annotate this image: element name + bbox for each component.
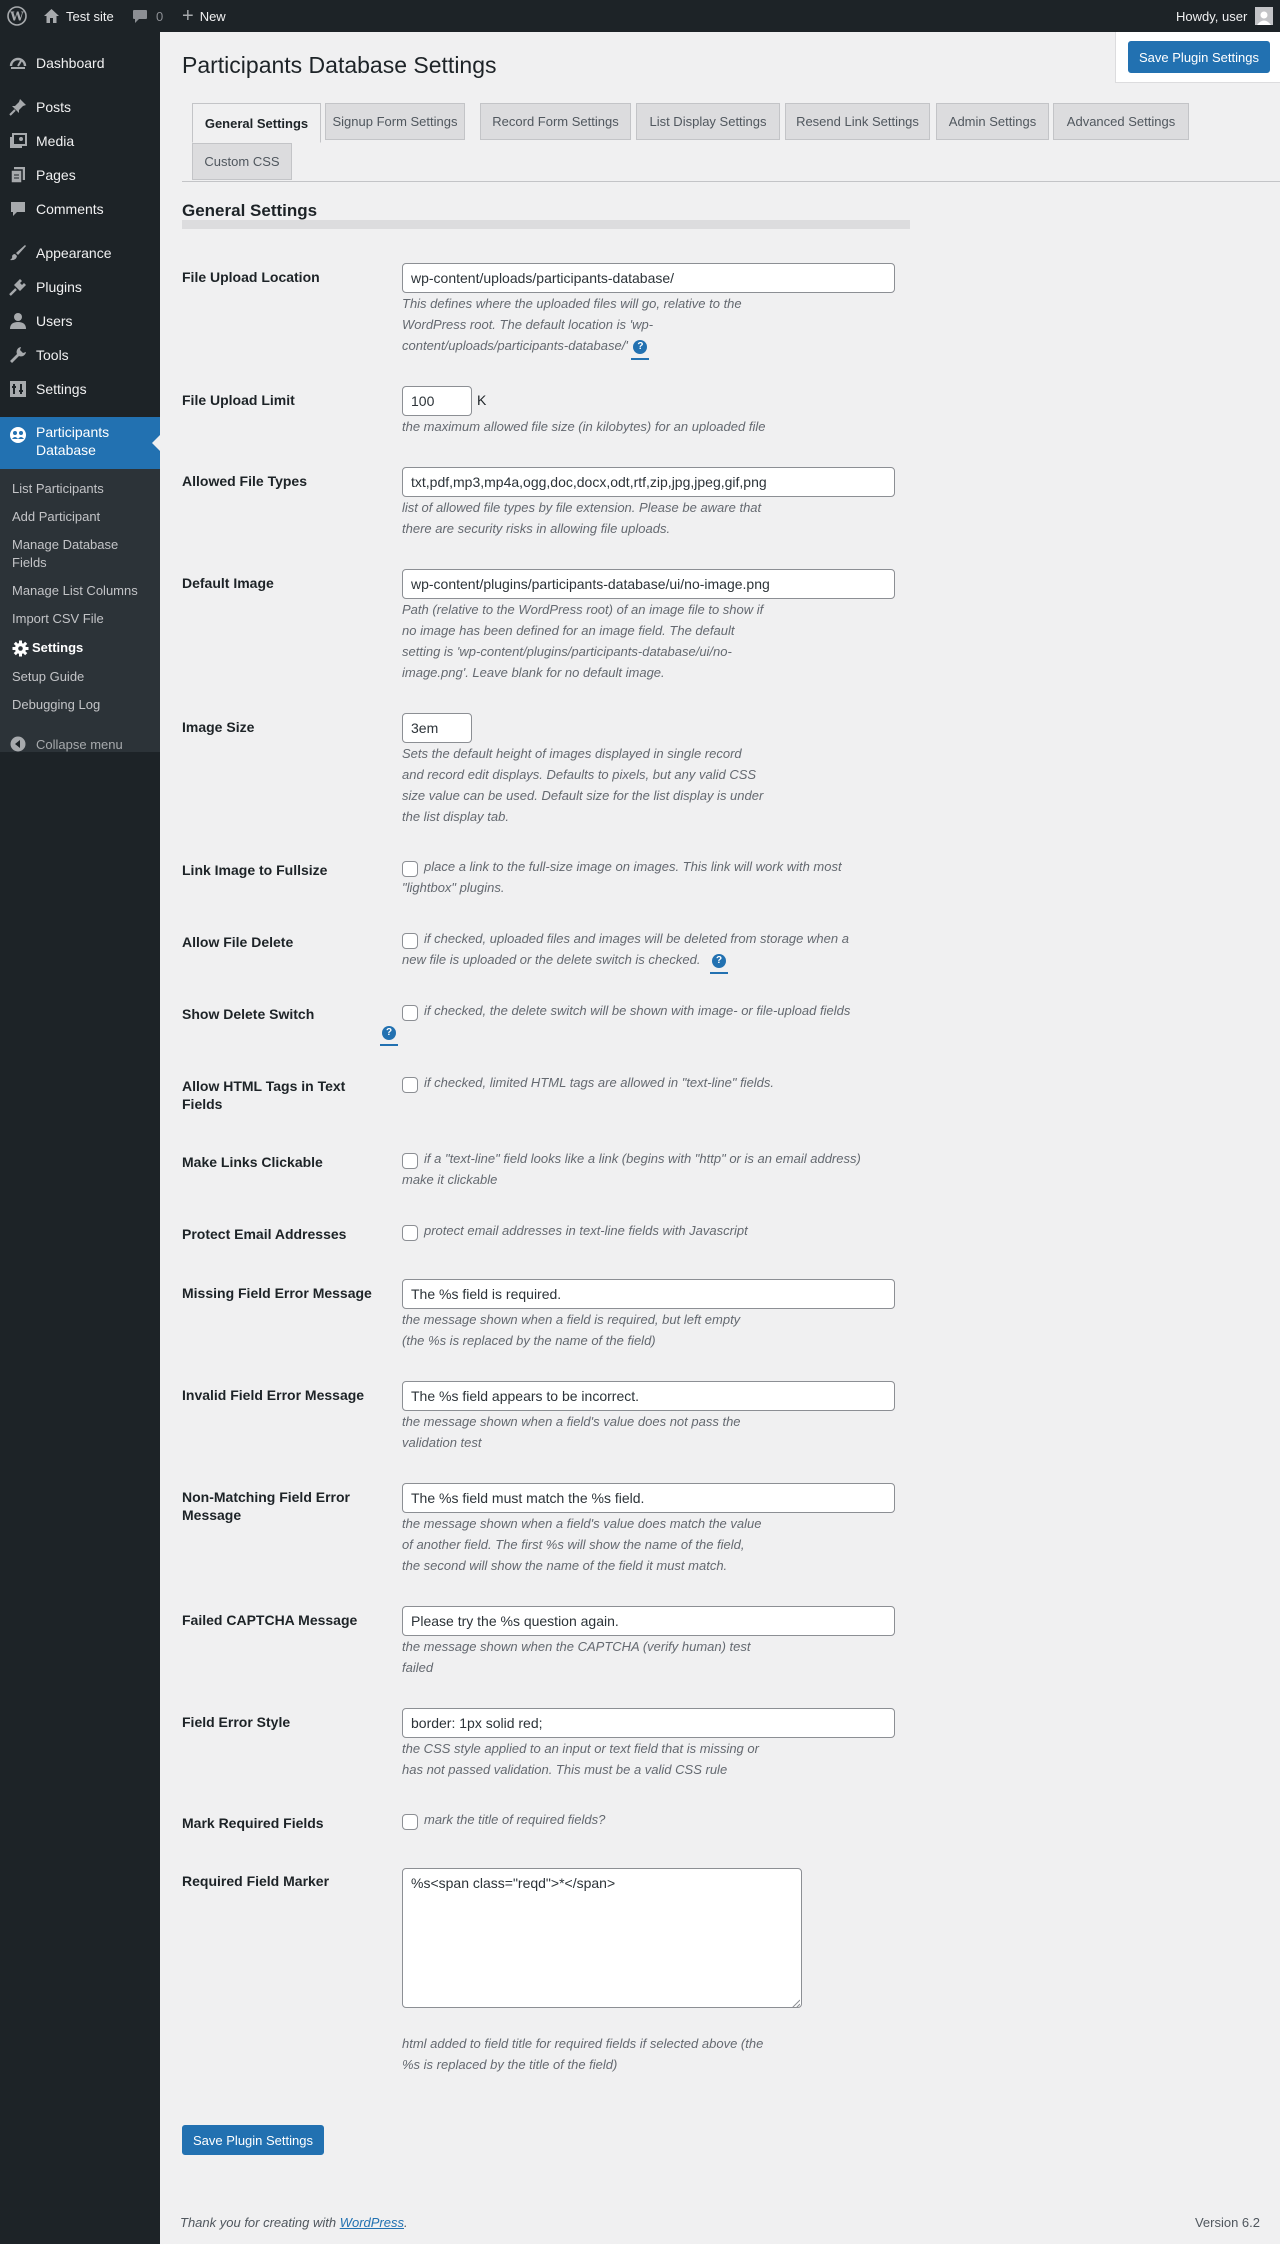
submenu-settings-label: Settings <box>32 640 84 655</box>
failed-captcha-message-desc <box>402 1636 822 1678</box>
help-button[interactable] <box>710 949 728 974</box>
sidebar-item-appearance[interactable] <box>0 240 160 265</box>
sidebar-item-label: Plugins <box>36 278 82 295</box>
label-line-2: Fields <box>12 555 47 570</box>
desc-line: list of allowed file types by file extension. Please be aware that <box>402 500 762 515</box>
desc-line: (the %s is replaced by the name of the field) <box>402 1333 656 1348</box>
desc-line: the message shown when the CAPTCHA (verify human) test <box>402 1639 751 1654</box>
desc-line: the CSS style applied to an input or text field that is missing or <box>402 1741 759 1756</box>
desc-line: and record edit displays. Defaults to pixels, but any valid CSS <box>402 767 757 782</box>
desc-line: the list display tab. <box>402 809 509 824</box>
sidebar-item-posts[interactable] <box>0 94 160 119</box>
wrench-icon <box>9 346 27 364</box>
help-button[interactable] <box>380 1021 398 1046</box>
brush-icon <box>9 244 27 262</box>
submenu-import-csv[interactable]: Import CSV File <box>12 611 104 626</box>
label-line-2: Database <box>36 442 96 458</box>
missing-field-message-desc <box>402 1309 822 1351</box>
tab-record-form-settings[interactable]: Record Form Settings <box>480 103 631 140</box>
label-line-1: Allow HTML Tags in Text <box>182 1078 346 1094</box>
missing-field-message-input[interactable]: The %s field is required. <box>402 1279 895 1309</box>
sidebar-item-users[interactable] <box>0 308 160 333</box>
make-links-clickable-desc <box>402 1148 922 1190</box>
label-allowed-file-types: Allowed File Types <box>182 473 307 489</box>
allowed-file-types-input[interactable]: txt,pdf,mp3,mp4a,ogg,doc,docx,odt,rtf,zip,jpg,jpeg,gif,png <box>402 467 895 497</box>
desc-line: failed <box>402 1660 434 1675</box>
sidebar-item-label: Dashboard <box>36 54 105 71</box>
sidebar-item-label: Pages <box>36 166 76 183</box>
submenu-setup-guide[interactable]: Setup Guide <box>12 669 85 684</box>
new-content-link[interactable] <box>182 0 226 32</box>
desc-line: Path (relative to the WordPress root) of an image file to show if <box>402 602 764 617</box>
section-title: General Settings <box>182 201 318 220</box>
label-field-error-style: Field Error Style <box>182 1714 291 1730</box>
desc-line: if checked, the delete switch will be shown with image- or file-upload fields <box>424 1003 851 1018</box>
default-image-desc <box>402 599 822 683</box>
desc-line: no image has been defined for an image field. The default <box>402 623 735 638</box>
sidebar-item-label <box>36 423 109 459</box>
desc-line: html added to field title for required fields if selected above (the <box>402 2036 764 2051</box>
sidebar-item-label: Comments <box>36 200 104 217</box>
file-upload-location-desc <box>402 293 802 360</box>
desc-line: WordPress root. The default location is 'wp- <box>402 317 654 332</box>
help-icon: ? <box>633 340 647 354</box>
current-arrow <box>152 435 160 451</box>
dashboard-icon <box>9 54 27 72</box>
desc-line: the second will show the name of the field it must match. <box>402 1558 728 1573</box>
save-settings-button-bottom[interactable]: Save Plugin Settings <box>182 2125 324 2155</box>
save-settings-button-top[interactable]: Save Plugin Settings <box>1128 41 1270 73</box>
sidebar-item-media[interactable] <box>0 128 160 153</box>
pages-icon <box>9 166 27 184</box>
desc-line: there are security risks in allowing file uploads. <box>402 521 671 536</box>
desc-line: place a link to the full-size image on images. This link will work with most <box>424 859 842 874</box>
comments-count: 0 <box>156 8 164 24</box>
desc-line: the message shown when a field's value does match the value <box>402 1516 762 1531</box>
media-icon <box>9 132 27 150</box>
image-size-desc <box>402 743 822 827</box>
field-error-style-input[interactable]: border: 1px solid red; <box>402 1708 895 1738</box>
desc-line: setting is 'wp-content/plugins/participants-database/ui/no- <box>402 644 732 659</box>
file-upload-limit-unit: K <box>477 392 487 408</box>
sidebar-item-pages[interactable] <box>0 162 160 187</box>
label-line-1: Manage Database <box>12 537 119 552</box>
tab-resend-link-settings[interactable]: Resend Link Settings <box>785 103 930 140</box>
avatar <box>1255 7 1273 25</box>
admin-sidebar <box>0 32 160 2244</box>
submenu-add-participant[interactable]: Add Participant <box>12 509 101 524</box>
wordpress-link[interactable]: WordPress <box>339 2215 404 2230</box>
submenu-list-participants[interactable]: List Participants <box>12 481 104 496</box>
label-default-image: Default Image <box>182 575 274 591</box>
label-file-upload-limit: File Upload Limit <box>182 392 295 408</box>
comments-link[interactable] <box>132 0 163 32</box>
label-file-upload-location: File Upload Location <box>182 269 320 285</box>
svg-text:W: W <box>10 9 24 24</box>
plug-icon <box>9 278 27 296</box>
sidebar-item-tools[interactable] <box>0 342 160 367</box>
tab-divider <box>182 181 1280 182</box>
desc-line: new file is uploaded or the delete switch is checked. <box>402 952 701 967</box>
new-label: New <box>199 8 226 24</box>
invalid-field-message-desc <box>402 1411 822 1453</box>
footer-thanks <box>180 2215 408 2230</box>
desc-line: if checked, uploaded files and images will be deleted from storage when a <box>424 931 849 946</box>
label-allow-file-delete: Allow File Delete <box>182 934 294 950</box>
label-missing-field-message: Missing Field Error Message <box>182 1285 372 1301</box>
nonmatching-field-message-desc <box>402 1513 822 1576</box>
tab-signup-form-settings[interactable]: Signup Form Settings <box>325 103 465 140</box>
allowed-file-types-desc <box>402 497 822 539</box>
settings-icon <box>9 380 27 398</box>
label-line-1: Participants <box>36 424 110 440</box>
file-upload-location-input[interactable]: wp-content/uploads/participants-database/ <box>402 263 895 293</box>
section-divider <box>182 220 910 229</box>
desc-line: %s is replaced by the title of the field) <box>402 2057 618 2072</box>
link-image-fullsize-desc <box>402 856 922 898</box>
label-failed-captcha-message: Failed CAPTCHA Message <box>182 1612 358 1628</box>
protect-email-desc: protect email addresses in text-line fields with Javascript <box>424 1223 748 1238</box>
submenu-debugging-log[interactable]: Debugging Log <box>12 697 101 712</box>
invalid-field-message-input[interactable]: The %s field appears to be incorrect. <box>402 1381 895 1411</box>
label-mark-required-fields: Mark Required Fields <box>182 1815 324 1831</box>
label-allow-html-tags <box>182 1077 382 1113</box>
howdy-text: Howdy, user <box>1176 8 1248 24</box>
image-size-input[interactable]: 3em <box>402 713 472 743</box>
submenu-manage-database-fields[interactable] <box>12 536 152 572</box>
required-field-marker-desc <box>402 2033 822 2075</box>
comment-icon <box>9 200 27 218</box>
desc-line: of another field. The first %s will show the name of the field, <box>402 1537 745 1552</box>
sidebar-item-label: Users <box>36 312 73 329</box>
label-required-field-marker: Required Field Marker <box>182 1873 330 1889</box>
label-image-size: Image Size <box>182 719 255 735</box>
required-field-marker-textarea[interactable]: %s<span class="reqd">*</span> <box>402 1868 802 2008</box>
default-image-input[interactable]: wp-content/plugins/participants-database/ui/no-image.png <box>402 569 895 599</box>
label-make-links-clickable: Make Links Clickable <box>182 1154 323 1170</box>
collapse-menu-button[interactable] <box>0 733 160 755</box>
label-invalid-field-message: Invalid Field Error Message <box>182 1387 365 1403</box>
tab-list-display-settings[interactable]: List Display Settings <box>636 103 780 140</box>
textarea-resize-handle[interactable] <box>790 1996 800 2006</box>
file-upload-limit-desc: the maximum allowed file size (in kilobytes) for an uploaded file <box>402 419 766 434</box>
sidebar-item-dashboard[interactable] <box>0 50 160 75</box>
label-line-2: Fields <box>182 1096 223 1112</box>
label-line-1: Non-Matching Field Error <box>182 1489 350 1505</box>
desc-line: has not passed validation. This must be a valid CSS rule <box>402 1762 728 1777</box>
account-menu[interactable] <box>1176 0 1273 32</box>
allow-file-delete-desc <box>402 928 922 974</box>
plus-icon: + <box>182 5 194 27</box>
footer-version: Version 6.2 <box>1194 2215 1260 2230</box>
submenu-manage-list-columns[interactable]: Manage List Columns <box>12 583 138 598</box>
collapse-menu-label: Collapse menu <box>36 736 123 752</box>
wordpress-logo-icon[interactable] <box>7 0 27 32</box>
label-protect-email: Protect Email Addresses <box>182 1226 347 1242</box>
desc-line: Sets the default height of images displayed in single record <box>402 746 742 761</box>
allow-html-tags-desc: if checked, limited HTML tags are allowed in "text-line" fields. <box>424 1075 775 1090</box>
site-name-link[interactable] <box>43 0 114 32</box>
desc-line: "lightbox" plugins. <box>402 880 505 895</box>
failed-captcha-message-input[interactable]: Please try the %s question again. <box>402 1606 895 1636</box>
allow-html-tags-checkbox[interactable] <box>402 1077 418 1093</box>
desc-line: This defines where the uploaded files will go, relative to the <box>402 296 742 311</box>
desc-line: image.png'. Leave blank for no default image. <box>402 665 665 680</box>
home-icon <box>43 8 60 24</box>
field-error-style-desc <box>402 1738 822 1780</box>
desc-line: make it clickable <box>402 1172 498 1187</box>
file-upload-limit-input[interactable]: 100 <box>402 386 472 416</box>
sidebar-item-label: Appearance <box>36 244 112 261</box>
tab-custom-css[interactable]: Custom CSS <box>192 143 292 180</box>
desc-line: validation test <box>402 1435 482 1450</box>
sidebar-item-label: Tools <box>36 346 69 363</box>
help-icon: ? <box>382 1026 396 1040</box>
mark-required-fields-checkbox[interactable] <box>402 1814 418 1830</box>
user-icon <box>9 312 27 330</box>
footer-thanks-text: Thank you for creating with <box>180 2215 340 2230</box>
collapse-icon <box>9 735 27 753</box>
desc-line: content/uploads/participants-database/' <box>402 338 628 353</box>
mark-required-fields-desc: mark the title of required fields? <box>424 1812 606 1827</box>
submenu-settings[interactable] <box>12 639 152 657</box>
gear-icon <box>12 640 29 657</box>
page-title: Participants Database Settings <box>182 52 497 78</box>
sidebar-item-settings[interactable] <box>0 376 160 401</box>
help-button[interactable] <box>631 335 649 360</box>
people-icon <box>9 426 27 444</box>
site-name: Test site <box>66 8 114 24</box>
sidebar-item-label: Media <box>36 132 75 149</box>
desc-line: the message shown when a field's value does not pass the <box>402 1414 741 1429</box>
tab-general-settings[interactable]: General Settings <box>192 103 321 143</box>
admin-bar <box>0 0 1280 32</box>
help-icon: ? <box>712 954 726 968</box>
label-line-2: Message <box>182 1507 242 1523</box>
desc-line: size value can be used. Default size for the list display is under <box>402 788 764 803</box>
label-link-image-fullsize: Link Image to Fullsize <box>182 862 328 878</box>
show-delete-switch-desc <box>385 1000 922 1046</box>
nonmatching-field-message-input[interactable]: The %s field must match the %s field. <box>402 1483 895 1513</box>
tab-advanced-settings[interactable]: Advanced Settings <box>1053 103 1189 140</box>
pin-icon <box>9 98 27 116</box>
desc-line: the message shown when a field is required, but left empty <box>402 1312 741 1327</box>
protect-email-checkbox[interactable] <box>402 1225 418 1241</box>
sidebar-item-label: Posts <box>36 98 72 115</box>
sidebar-item-plugins[interactable] <box>0 274 160 299</box>
label-show-delete-switch: Show Delete Switch <box>182 1006 315 1022</box>
tab-admin-settings[interactable]: Admin Settings <box>936 103 1049 140</box>
sidebar-item-comments[interactable] <box>0 196 160 221</box>
desc-line: if a "text-line" field looks like a link (begins with "http" or is an email address) <box>424 1151 861 1166</box>
comment-icon <box>132 9 148 24</box>
label-nonmatching-field-message <box>182 1488 382 1524</box>
footer-thanks-suffix: . <box>404 2215 408 2230</box>
sidebar-item-label: Settings <box>36 380 87 397</box>
sidebar-item-participants-database[interactable] <box>0 417 160 469</box>
